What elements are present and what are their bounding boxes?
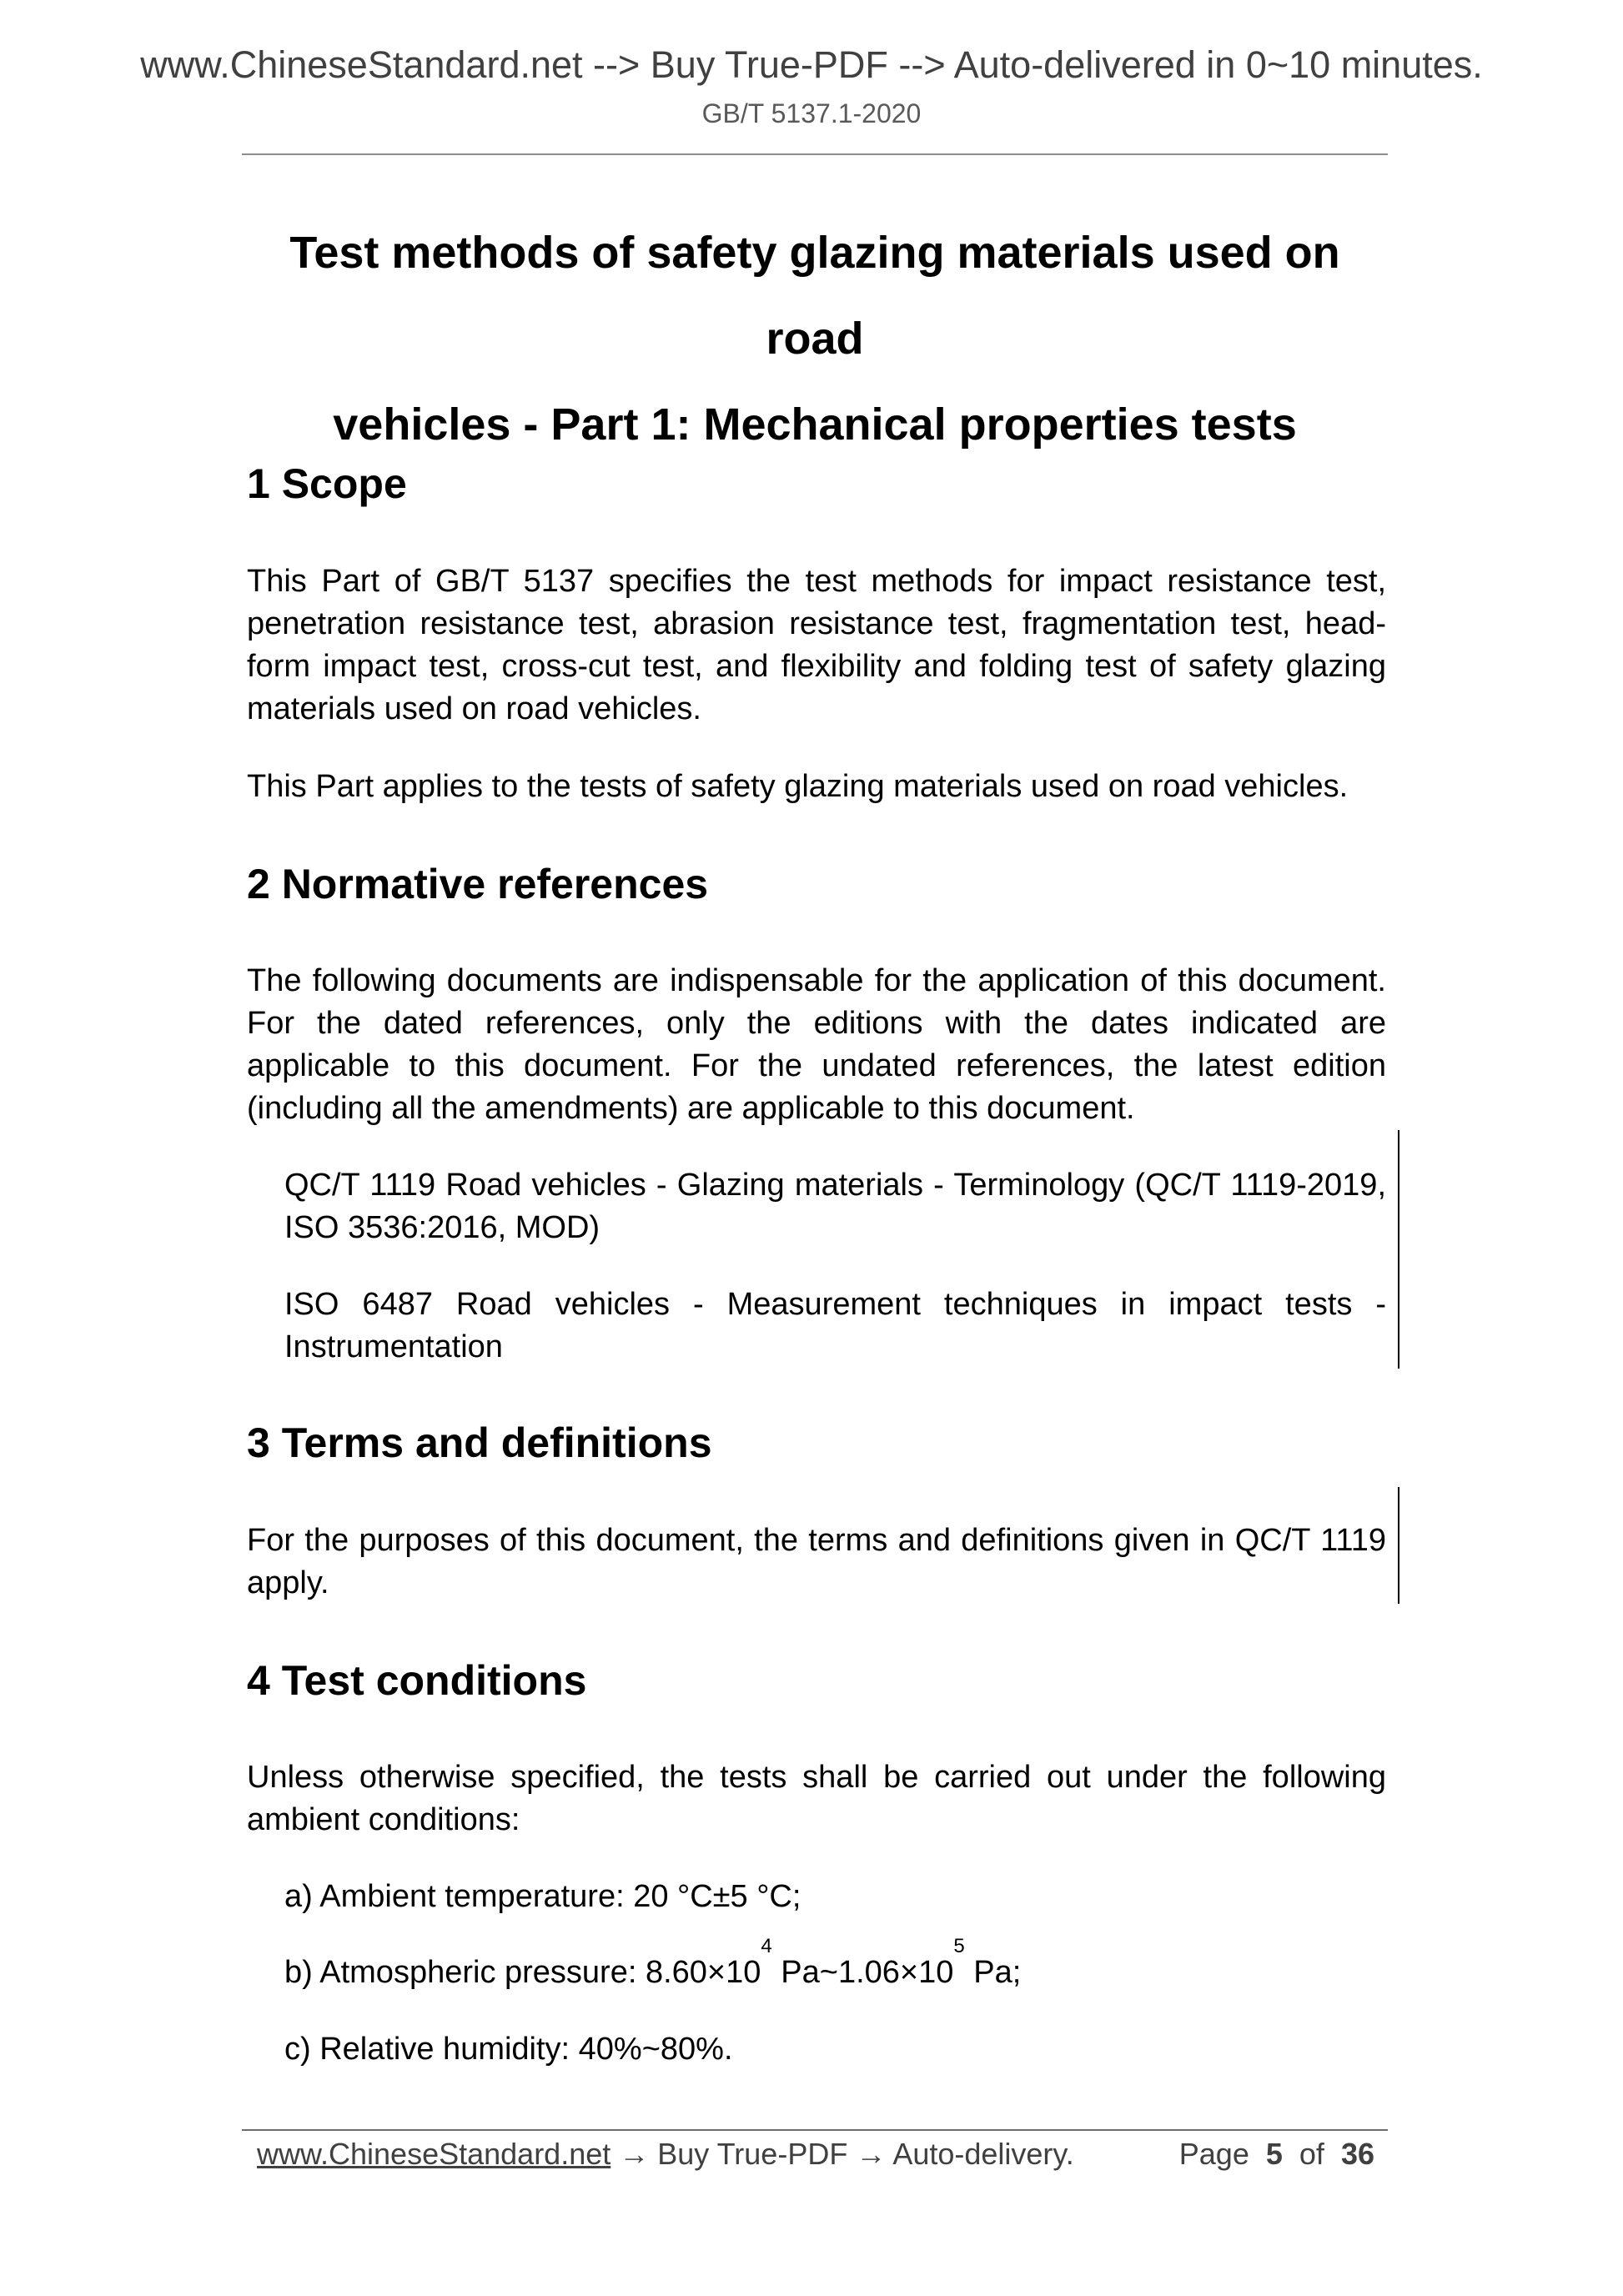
pressure-text-prefix: b) Atmospheric pressure: 8.60×10 (284, 1955, 761, 1990)
standard-code: GB/T 5137.1-2020 (701, 98, 922, 128)
heading-terms-definitions: 3 Terms and definitions (247, 1419, 712, 1466)
pressure-text-middle: Pa~1.06×10 (771, 1955, 954, 1990)
pressure-exponent-2: 5 (953, 1935, 965, 1957)
page-label: Page (1178, 2137, 1249, 2171)
page-indicator (1179, 2133, 1374, 2175)
heading-scope: 1 Scope (247, 460, 407, 507)
condition-humidity: c) Relative humidity: 40%~80%. (284, 2032, 733, 2067)
footer-divider (242, 2129, 1388, 2131)
scope-paragraph-2: This Part applies to the tests of safety glazing materials used on road vehicles. (247, 769, 1349, 804)
reference-iso-6487: ISO 6487 Road vehicles - Measurement techniques in impact tests - Instrumentation (284, 1287, 1386, 1364)
scope-paragraph-1: This Part of GB/T 5137 specifies the test methods for impact resistance test, penetration resistance test, abrasion resistance test, fragmentation test, head-form impact test, cross-cut test, and flexibility and folding test of safety glazing materials used on road vehicles. (247, 564, 1386, 726)
page-footer (257, 2133, 1383, 2175)
heading-test-conditions: 4 Test conditions (247, 1657, 587, 1704)
heading-normative-references: 2 Normative references (247, 861, 709, 907)
title-line-2: vehicles - Part 1: Mechanical properties tests (333, 399, 1297, 450)
pressure-exponent-1: 4 (761, 1935, 772, 1957)
title-line-1: Test methods of safety glazing materials used on road (289, 228, 1340, 364)
total-pages: 36 (1340, 2137, 1374, 2171)
top-banner: www.ChineseStandard.net --> Buy True-PDF --> Auto-delivered in 0~10 minutes. (140, 43, 1483, 86)
document-title (242, 210, 1388, 468)
footer-promo (257, 2133, 1074, 2175)
pressure-text-suffix: Pa; (964, 1955, 1022, 1990)
footer-promo-text: → Buy True-PDF → Auto-delivery. (611, 2137, 1074, 2171)
condition-temperature: a) Ambient temperature: 20 °C±5 °C; (284, 1879, 801, 1914)
condition-pressure (284, 1935, 1022, 1994)
normative-paragraph: The following documents are indispensable for the application of this document. For the dated references, only the editions with the dates indicated are applicable to this document. For the undated references, the latest edition (including all the amendments) are applicable to this document. (247, 963, 1386, 1126)
terms-paragraph: For the purposes of this document, the terms and definitions given in QC/T 1119 apply. (247, 1523, 1386, 1600)
conditions-paragraph: Unless otherwise specified, the tests shall be carried out under the following ambient conditions: (247, 1760, 1386, 1837)
change-bar (1398, 1130, 1399, 1369)
footer-website-link[interactable]: www.ChineseStandard.net (257, 2137, 611, 2171)
page-of-label: of (1299, 2137, 1324, 2171)
page-number: 5 (1265, 2137, 1283, 2171)
header-divider (242, 153, 1388, 155)
change-bar (1398, 1487, 1399, 1604)
reference-qct-1119: QC/T 1119 Road vehicles - Glazing materials - Terminology (QC/T 1119-2019, ISO 3536:2016, MOD) (284, 1168, 1386, 1245)
